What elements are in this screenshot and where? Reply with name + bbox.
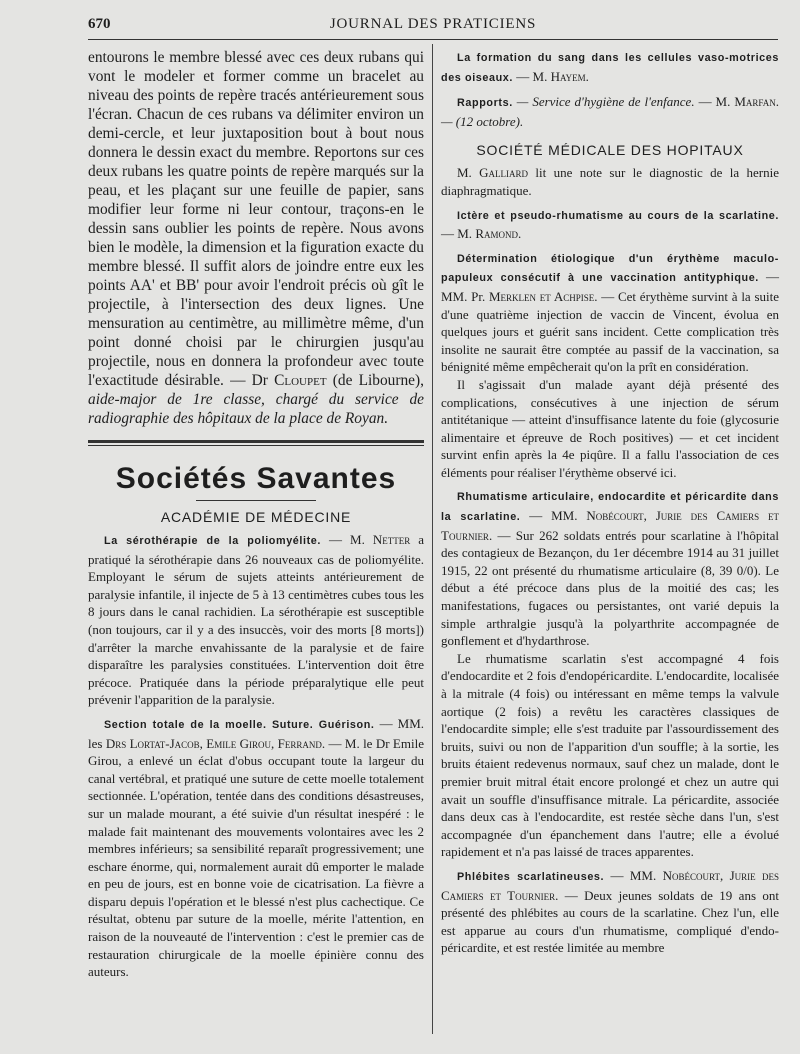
entry-text: — M. le Dr Emile Girou, a enlevé un éclat d'obus occupant toute la largeur du canal vertébral, et pratiqué une suture de cette moelle totalement sectionnée. L'opération, tentée dans des conditions désastreuses, sur un malade mourant, a été suivie d'un résultat inespéré : le malade fait maintenant des mouvements volontaires avec les 2 membres inférieurs; sa sensibilité reparaît progressivement; une eschare énorme, qui, normalement aurait dû emporter le malade en peu de jours, est en bonne voie de cicatrisation. La fièvre a disparu depuis l'opération et le blessé n'est plus cachectique. Ce résultat, obtenu par suture de la moelle, mérite l'attention, en raison de la nouveauté de l'intervention : c'est le premier cas de restauration chirurgicale de la moelle épinière connu des auteurs. [88, 735, 424, 980]
entry-text: — Sur 262 soldats entrés pour scarlatine à l'hôpital des contagieux de Bezançon, du 1er décembre 1914 au 31 juillet 1915, 22 ont présenté du rhumatisme articulaire (8, 39 0/0). Le début a été précoce dans plus de la moitié des cas; les manifestations, fugaces ou persistantes, ont varié depuis la simple arthralgie jusqu'à la polyarthrite accompagnée de gonflement et d'hydarthrose. [441, 527, 779, 649]
entry-author: Hayem. [550, 68, 589, 84]
entry-author: Ramond. [475, 226, 522, 242]
entry-dash: — M. [441, 226, 476, 242]
entry-heading: Phlébites scarlatineuses. [457, 870, 605, 883]
entry-author: Galliard [479, 165, 529, 181]
entry-heading: La formation du sang dans les cellules vaso-motrices des oiseaux. [441, 52, 779, 84]
entry-dash: — MM. [520, 508, 587, 524]
page-header [88, 16, 778, 38]
entry-authors: Nobécourt, Jurie des Camiers et Tournier. [441, 508, 779, 543]
entry-poliomyelite [88, 531, 424, 709]
entry-heading: Détermination étiologique d'un érythème maculo-papuleux consécutif à une vaccination antityphique. [441, 252, 779, 285]
entry-dash: — MM. [604, 867, 663, 883]
entry-text: — Deux jeunes soldats de 19 ans ont présenté des phlébites au cours de la scarlatine. Chez l'un, elle est apparue au cours d'un rhumatisme, compliqué d'endo-péricardite, et est restée limitée au membre [441, 887, 779, 956]
author-role: aide-major de 1re classe, chargé du service de radiographie des hôpitaux de la place de Royan. [88, 391, 424, 427]
entry-dash: — M. [513, 68, 551, 84]
entry-rhumatisme [441, 487, 779, 649]
entry-prefix: M. [457, 165, 480, 181]
intro-text: entourons le membre blessé avec ces deux rubans qui vont le modeler et former comme un bracelet au niveau des points de repère tracés antérieurement sous l'écran. Chacun de ces rubans va délimiter environ un demi-cercle, et leur juxtaposition bout à bout nous donnera le dessin exact du membre. Reportons sur ces deux rubans les quatre points de repère marqués sur la peau, et les plaçant sur une feuille de papier, sans modifier leur forme ni leur contour, traçons-en le dessin sans oublier les points de repère. Nous avons bien le modèle, la dimension et la figuration exacte du membre blessé. Il suffit alors de joindre entre eux les points AA' et BB' pour avoir l'endroit précis où gît le projectile, à l'intersection des deux lignes. Une mensuration au centimètre, au millimètre même, d'un point donné choisi par le chirurgien jusqu'au projectile, nous en donnera la profondeur avec toute l'exactitude désirable. — [88, 49, 424, 389]
journal-title: JOURNAL DES PRATICIENS [329, 16, 537, 32]
entry-rapports [441, 93, 779, 130]
entry-erytheme-continued: Il s'agissait d'un malade ayant déjà présenté des complications, consécutives à une injection de sérum antitétanique — atteint d'insuffisance latente du foie (glycosurie alimentaire et épreuve de Roch positives) — et cet incident survint enfin après la 4e piqûre. Il a fallu l'association de ces éléments pour réaliser l'érythème observé ici. [441, 376, 779, 480]
page-number: 670 [88, 16, 111, 32]
section-divider [88, 440, 424, 446]
spacer [441, 130, 779, 134]
entry-moelle [88, 715, 424, 981]
section-title: Sociétés Savantes [115, 462, 397, 495]
left-column [88, 48, 424, 981]
entry-heading: Rapports. [457, 97, 513, 110]
entry-author: Marfan. [734, 94, 779, 110]
entry-phlebites [441, 867, 779, 957]
entry-date: — (12 octobre). [441, 113, 524, 129]
entry-ictere [441, 206, 779, 243]
column-separator [432, 44, 433, 1034]
entry-authors: Nobécourt, Jurie des Camiers et Tournier. [441, 867, 779, 903]
entry-heading: La sérothérapie de la poliomyélite. [104, 535, 322, 547]
entry-dash: — M. [321, 532, 373, 547]
academie-heading: ACADÉMIE DE MÉDECINE [160, 509, 352, 525]
entry-text: lit une note sur le diagnostic de la hernie diaphragmatique. [441, 165, 779, 198]
header-rule [88, 39, 778, 40]
entry-text: — Cet érythème survint à la suite d'une quatrième injection de vaccin de Vincent, évolua en quelques jours et guérit sans incident. Cette complication très insolite ne saurait être comptée au passif de la vaccination, sa bénignité même empêcherait qu'on la prît en considération. [441, 288, 780, 375]
entry-heading: Section totale de la moelle. Suture. Guérison. [104, 718, 375, 731]
entry-erytheme [441, 249, 779, 376]
entry-italic-text: — Service d'hygiène de l'enfance. [512, 94, 695, 110]
entry-authors: Drs Lortat-Jacob, Emile Girou, Ferrand. [105, 735, 326, 751]
entry-authors: Merklen et Achpise. [488, 288, 598, 304]
author-name: Cloupet [274, 372, 327, 389]
entry-dash: — M. [694, 94, 735, 110]
entry-dash: — MM. Pr. [441, 269, 779, 304]
right-column [441, 48, 779, 957]
entry-text: a pratiqué la sérothérapie dans 26 nouveaux cas de poliomyélite. Employant le sérum de sujets atteints antérieurement de paralysie infantile, il injecte de 5 à 13 centimètres cubes tous les 8 jours dans le canal rachidien. La sérothérapie est susceptible (non toujours, car il y a des insuccès, voir des morts [8 morts]) d'arrêter la marche envahissante de la paralysie et de faire disparaître les paralysies constituées. L'intervention doit être précoce. Pratiquée dans la période préparalytique elle peut prévenir l'apparition de la paralysie. [88, 532, 424, 708]
societe-heading: SOCIÉTÉ MÉDICALE DES HOPITAUX [476, 142, 744, 159]
entry-hernie [441, 164, 779, 199]
entry-dash: — MM. les [88, 715, 424, 751]
entry-rhumatisme-continued: Le rhumatisme scarlatin s'est accompagné 4 fois d'endocardite et 2 fois d'endopéricardite. L'endocardite, localisée à la mitrale (4 fois) ou intéressant en même temps la valvule aortique (2 fois) a revêtu les caractères classiques de l'endocardite simple; elle s'est traduite par l'assourdissement des bruits, suivi ou non de l'apparition d'un souffle; à la sortie, les bruits étaient redevenus normaux, sauf chez un malade, dont le premier bruit mitral était encore prolongé et chez un autre qui avait un souffle d'insuffisance mitrale. La péricardite, associée dans deux cas à l'endocardite, est restée sèche dans l'un, s'est accompagnée d'un épanchement dans l'autre; elle a évolué rapidement et n'a pas laissé de traces apparentes. [441, 650, 779, 860]
author-place: (de Libourne), [326, 372, 424, 389]
author-prefix: Dr [251, 372, 275, 389]
entry-author: Netter [372, 532, 411, 547]
intro-paragraph [88, 48, 424, 428]
title-rule [196, 500, 316, 501]
entry-heading: Rhumatisme articulaire, endocardite et péricardite dans la scarlatine. [441, 491, 779, 524]
entry-formation-sang [441, 48, 779, 87]
entry-heading: Ictère et pseudo-rhumatisme au cours de la scarlatine. [457, 209, 779, 222]
